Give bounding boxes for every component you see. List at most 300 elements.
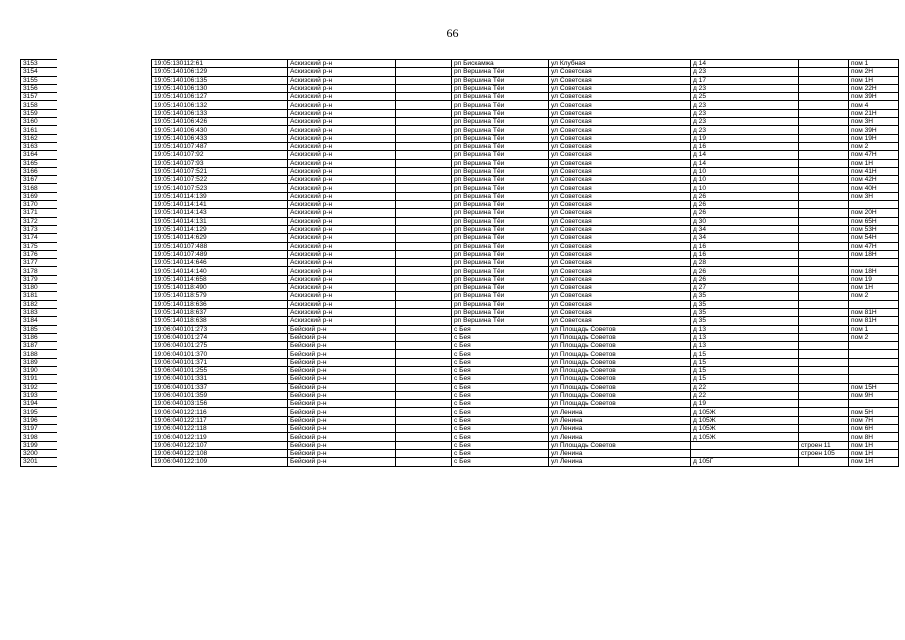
cell-district: Аскизский р-н [288,284,396,292]
cell-street: ул Советская [549,167,691,175]
cell-house: д 22 [691,383,799,391]
cell-house: д 26 [691,192,799,200]
cell-district: Аскизский р-н [288,275,396,283]
cell-house: д 34 [691,225,799,233]
cell-spacer [396,159,452,167]
cell-district: Бейский р-н [288,366,396,374]
cell-building [799,391,849,399]
table-row [21,76,899,84]
cell-street: ул Советская [549,109,691,117]
cell-district: Аскизский р-н [288,60,396,68]
cell-cadastral-number: 19:05:140114:658 [152,275,288,283]
cell-spacer [396,118,452,126]
cell-street: ул Советская [549,201,691,209]
cell-street: ул Ленина [549,449,691,457]
cell-room: пом 1Н [849,449,899,457]
cell-street: ул Советская [549,267,691,275]
cell-locality: рп Вершина Тёи [452,68,549,76]
cell-district: Бейский р-н [288,400,396,408]
cell-building [799,317,849,325]
cell-street: ул Советская [549,234,691,242]
cell-room: пом 40Н [849,184,899,192]
cell-number: 3195 [21,408,58,416]
cell-building [799,250,849,258]
cell-room: пом 65Н [849,217,899,225]
table-row [21,308,899,316]
cell-number: 3174 [21,234,58,242]
cell-number: 3168 [21,184,58,192]
cell-number: 3169 [21,192,58,200]
cell-cadastral-number: 19:05:140118:636 [152,300,288,308]
table-row [21,68,899,76]
cell-street: ул Советская [549,308,691,316]
cell-house: д 23 [691,68,799,76]
table-row [21,416,899,424]
cell-house: д 26 [691,267,799,275]
cell-district: Аскизский р-н [288,184,396,192]
cell-building [799,292,849,300]
cell-locality: с Бея [452,400,549,408]
table-row [21,151,899,159]
cell-room: пом 15Н [849,383,899,391]
cell-spacer [396,60,452,68]
cell-room: пом 18Н [849,267,899,275]
cell-spacer [396,284,452,292]
cell-house: д 15 [691,375,799,383]
cell-building [799,433,849,441]
table-row [21,383,899,391]
cell-street: ул Площадь Советов [549,333,691,341]
cell-locality: с Бея [452,416,549,424]
cell-locality: рп Вершина Тёи [452,234,549,242]
cell-district: Аскизский р-н [288,225,396,233]
cell-room: пом 4 [849,101,899,109]
cell-cadastral-number: 19:06:040101:255 [152,366,288,374]
cell-cadastral-number: 19:05:140107:93 [152,159,288,167]
cell-street: ул Советская [549,68,691,76]
table-row [21,391,899,399]
cell-number: 3179 [21,275,58,283]
cell-room: пом 47Н [849,151,899,159]
cell-district: Аскизский р-н [288,317,396,325]
cell-spacer [396,342,452,350]
cell-spacer [396,259,452,267]
cell-spacer [396,350,452,358]
table-row [21,242,899,250]
table-row [21,325,899,333]
cell-locality: рп Вершина Тёи [452,225,549,233]
cell-spacer [396,93,452,101]
table-row [21,176,899,184]
table-row [21,101,899,109]
registry-table-body [21,60,899,467]
cell-room [849,400,899,408]
cell-cadastral-number: 19:05:140114:140 [152,267,288,275]
cell-building [799,383,849,391]
cell-house: д 35 [691,292,799,300]
cell-room: пом 2 [849,292,899,300]
table-row [21,201,899,209]
cell-street: ул Ленина [549,416,691,424]
cell-building: строен 11 [799,441,849,449]
cell-house: д 26 [691,209,799,217]
cell-spacer [396,217,452,225]
cell-locality: рп Вершина Тёи [452,300,549,308]
table-row [21,126,899,134]
cell-house: д 16 [691,250,799,258]
table-row [21,259,899,267]
table-row [21,250,899,258]
cell-street: ул Ленина [549,408,691,416]
cell-district: Бейский р-н [288,458,396,466]
cell-house: д 23 [691,109,799,117]
cell-house: д 28 [691,259,799,267]
cell-street: ул Площадь Советов [549,375,691,383]
cell-spacer [396,84,452,92]
cell-room: пом 1Н [849,159,899,167]
cell-number: 3190 [21,366,58,374]
cell-cadastral-number: 19:06:040101:370 [152,350,288,358]
cell-street: ул Советская [549,284,691,292]
table-row [21,400,899,408]
cell-room: пом 1Н [849,284,899,292]
cell-room [849,375,899,383]
cell-cadastral-number: 19:06:040122:118 [152,425,288,433]
cell-number: 3161 [21,126,58,134]
cell-cadastral-number: 19:05:140107:488 [152,242,288,250]
cell-house: д 14 [691,60,799,68]
cell-district: Бейский р-н [288,433,396,441]
cell-street: ул Советская [549,275,691,283]
cell-number: 3154 [21,68,58,76]
cell-spacer [396,391,452,399]
cell-district: Аскизский р-н [288,167,396,175]
table-row [21,284,899,292]
cell-number: 3187 [21,342,58,350]
table-row [21,109,899,117]
cell-room: пом 19 [849,275,899,283]
cell-district: Аскизский р-н [288,109,396,117]
cell-district: Аскизский р-н [288,192,396,200]
cell-street: ул Советская [549,142,691,150]
cell-house: д 26 [691,275,799,283]
cell-cadastral-number: 19:05:140106:426 [152,118,288,126]
cell-locality: рп Вершина Тёи [452,317,549,325]
cell-cadastral-number: 19:06:040122:108 [152,449,288,457]
page-number: 66 [446,26,459,40]
cell-building [799,134,849,142]
cell-room: пом 1Н [849,76,899,84]
cell-street: ул Советская [549,225,691,233]
cell-district: Аскизский р-н [288,101,396,109]
cell-room: пом 2 [849,333,899,341]
cell-house: д 17 [691,76,799,84]
cell-house: д 10 [691,176,799,184]
cell-cadastral-number: 19:05:140106:129 [152,68,288,76]
cell-cadastral-number: 19:05:140114:143 [152,209,288,217]
cell-number: 3157 [21,93,58,101]
cell-spacer [396,375,452,383]
table-row [21,342,899,350]
cell-street: ул Советская [549,192,691,200]
cell-street: ул Площадь Советов [549,325,691,333]
cell-number: 3155 [21,76,58,84]
cell-house: д 105Г [691,458,799,466]
cell-building [799,366,849,374]
cell-building [799,408,849,416]
cell-building [799,76,849,84]
cell-cadastral-number: 19:05:140106:433 [152,134,288,142]
cell-number: 3165 [21,159,58,167]
cell-locality: рп Бискамжа [452,60,549,68]
cell-spacer [396,126,452,134]
cell-street: ул Площадь Советов [549,391,691,399]
cell-number: 3160 [21,118,58,126]
cell-spacer [396,458,452,466]
cell-number: 3184 [21,317,58,325]
cell-locality: рп Вершина Тёи [452,134,549,142]
cell-locality: с Бея [452,458,549,466]
cell-room: пом 53Н [849,225,899,233]
cell-cadastral-number: 19:05:140118:579 [152,292,288,300]
cell-cadastral-number: 19:05:140114:629 [152,234,288,242]
cell-house: д 19 [691,134,799,142]
cell-district: Аскизский р-н [288,217,396,225]
cell-number: 3158 [21,101,58,109]
cell-number: 3196 [21,416,58,424]
cell-street: ул Площадь Советов [549,366,691,374]
cell-cadastral-number: 19:06:040101:331 [152,375,288,383]
table-row [21,184,899,192]
cell-house: д 23 [691,84,799,92]
cell-street: ул Ленина [549,458,691,466]
cell-house: д 15 [691,358,799,366]
cell-building [799,300,849,308]
cell-street: ул Площадь Советов [549,350,691,358]
cell-district: Аскизский р-н [288,76,396,84]
cell-house [691,449,799,457]
cell-district: Аскизский р-н [288,259,396,267]
cell-cadastral-number: 19:05:140106:133 [152,109,288,117]
cell-street: ул Советская [549,134,691,142]
cell-house: д 105Ж [691,433,799,441]
cell-building [799,416,849,424]
cell-spacer [396,192,452,200]
table-row [21,375,899,383]
cell-cadastral-number: 19:06:040122:119 [152,433,288,441]
cell-district: Аскизский р-н [288,234,396,242]
cell-number: 3156 [21,84,58,92]
cell-locality: рп Вершина Тёи [452,192,549,200]
cell-cadastral-number: 19:06:040122:109 [152,458,288,466]
table-row [21,408,899,416]
cell-building [799,400,849,408]
cell-district: Бейский р-н [288,408,396,416]
cell-spacer [396,408,452,416]
cell-locality: с Бея [452,441,549,449]
table-row [21,84,899,92]
cell-cadastral-number: 19:05:140106:135 [152,76,288,84]
cell-locality: с Бея [452,425,549,433]
cell-number: 3191 [21,375,58,383]
cell-spacer [396,101,452,109]
table-row [21,275,899,283]
cell-cadastral-number: 19:05:140107:489 [152,250,288,258]
cell-street: ул Площадь Советов [549,400,691,408]
cell-building [799,84,849,92]
cell-number: 3173 [21,225,58,233]
table-row [21,159,899,167]
cell-number: 3171 [21,209,58,217]
cell-district: Аскизский р-н [288,126,396,134]
cell-district: Бейский р-н [288,333,396,341]
cell-spacer [396,267,452,275]
cell-spacer [396,275,452,283]
cell-spacer [396,134,452,142]
cell-room: пом 9Н [849,391,899,399]
cell-room: пом 39Н [849,93,899,101]
cell-spacer [396,358,452,366]
registry-table [20,59,899,467]
cell-room [849,300,899,308]
cell-locality: рп Вершина Тёи [452,142,549,150]
cell-building [799,275,849,283]
cell-number: 3176 [21,250,58,258]
cell-number: 3181 [21,292,58,300]
cell-street: ул Площадь Советов [549,358,691,366]
cell-house: д 14 [691,159,799,167]
cell-cadastral-number: 19:05:140107:522 [152,176,288,184]
cell-building [799,209,849,217]
cell-district: Аскизский р-н [288,118,396,126]
cell-district: Аскизский р-н [288,159,396,167]
table-row [21,350,899,358]
cell-house: д 23 [691,126,799,134]
table-row [21,333,899,341]
cell-number: 3153 [21,60,58,68]
cell-spacer [396,425,452,433]
cell-house: д 15 [691,350,799,358]
table-row [21,366,899,374]
cell-room: пом 5Н [849,408,899,416]
cell-building [799,342,849,350]
cell-room [849,358,899,366]
cell-room: пом 21Н [849,109,899,117]
cell-cadastral-number: 19:06:040101:337 [152,383,288,391]
cell-room [849,259,899,267]
cell-house: д 16 [691,142,799,150]
cell-house: д 35 [691,308,799,316]
cell-street: ул Площадь Советов [549,383,691,391]
cell-cadastral-number: 19:05:140118:638 [152,317,288,325]
cell-cadastral-number: 19:06:040101:359 [152,391,288,399]
cell-room: пом 54Н [849,234,899,242]
cell-number: 3170 [21,201,58,209]
cell-spacer [396,400,452,408]
cell-house [691,441,799,449]
cell-number: 3201 [21,458,58,466]
cell-spacer [396,416,452,424]
cell-room: пом 81Н [849,317,899,325]
cell-room: пом 42Н [849,176,899,184]
cell-room: пом 2Н [849,68,899,76]
table-row [21,209,899,217]
cell-cadastral-number: 19:05:140107:523 [152,184,288,192]
cell-locality: рп Вершина Тёи [452,184,549,192]
cell-spacer [396,209,452,217]
cell-house: д 27 [691,284,799,292]
table-row [21,167,899,175]
table-row [21,234,899,242]
cell-locality: рп Вершина Тёи [452,275,549,283]
table-row [21,317,899,325]
cell-street: ул Советская [549,184,691,192]
cell-room: пом 19Н [849,134,899,142]
cell-building [799,167,849,175]
cell-district: Аскизский р-н [288,134,396,142]
table-row [21,93,899,101]
cell-spacer [396,292,452,300]
cell-locality: с Бея [452,333,549,341]
column-gap [57,59,151,591]
cell-locality: рп Вершина Тёи [452,159,549,167]
cell-building [799,242,849,250]
cell-number: 3180 [21,284,58,292]
cell-cadastral-number: 19:06:040101:274 [152,333,288,341]
cell-room: пом 2 [849,142,899,150]
cell-building [799,458,849,466]
cell-building [799,425,849,433]
cell-street: ул Советская [549,101,691,109]
cell-number: 3172 [21,217,58,225]
cell-room: пом 39Н [849,126,899,134]
cell-house: д 19 [691,400,799,408]
cell-spacer [396,184,452,192]
cell-cadastral-number: 19:05:140107:92 [152,151,288,159]
cell-district: Аскизский р-н [288,151,396,159]
cell-cadastral-number: 19:06:040101:275 [152,342,288,350]
cell-street: ул Советская [549,84,691,92]
cell-street: ул Ленина [549,425,691,433]
cell-room: пом 1Н [849,441,899,449]
cell-room: пом 3Н [849,192,899,200]
cell-cadastral-number: 19:06:040122:116 [152,408,288,416]
cell-district: Бейский р-н [288,350,396,358]
cell-locality: рп Вершина Тёи [452,242,549,250]
cell-building [799,68,849,76]
cell-locality: с Бея [452,449,549,457]
cell-spacer [396,308,452,316]
cell-room: пом 3Н [849,118,899,126]
cell-building [799,109,849,117]
cell-district: Бейский р-н [288,449,396,457]
cell-locality: рп Вершина Тёи [452,101,549,109]
cell-room [849,366,899,374]
cell-number: 3185 [21,325,58,333]
cell-district: Аскизский р-н [288,209,396,217]
cell-street: ул Советская [549,317,691,325]
cell-number: 3197 [21,425,58,433]
cell-cadastral-number: 19:05:130112:61 [152,60,288,68]
cell-street: ул Советская [549,250,691,258]
cell-number: 3175 [21,242,58,250]
cell-cadastral-number: 19:06:040103:156 [152,400,288,408]
cell-room: пом 1Н [849,458,899,466]
cell-building [799,308,849,316]
cell-district: Аскизский р-н [288,292,396,300]
cell-locality: рп Вершина Тёи [452,84,549,92]
cell-district: Аскизский р-н [288,93,396,101]
